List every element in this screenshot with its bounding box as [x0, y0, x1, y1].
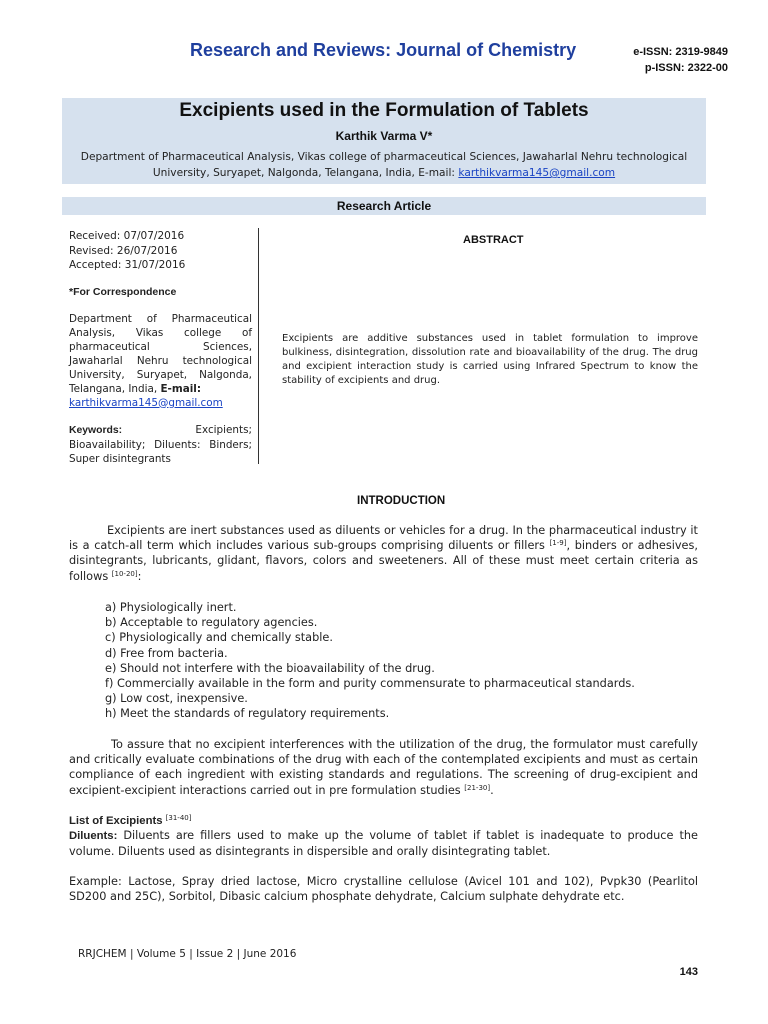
intro-p1-part-a: Excipients are inert substances used as diluents or vehicles for a drug. In the pharmaceutical industry it is a catch-all term which includes various sub-groups comprising diluents or fillers — [69, 524, 698, 553]
author-affiliation — [62, 149, 706, 181]
author-email-link[interactable]: karthikvarma145@gmail.com — [458, 167, 616, 179]
list-item: h) Meet the standards of regulatory requirements. — [105, 707, 390, 721]
reference-31-40[interactable]: [31-40] — [165, 814, 192, 822]
list-item: b) Acceptable to regulatory agencies. — [105, 616, 318, 630]
e-issn: e-ISSN: 2319-9849 — [633, 46, 728, 58]
intro-paragraph-1 — [69, 523, 698, 584]
abstract-text: Excipients are additive substances used in tablet formulation to improve bulkiness, disintegration, dissolution rate and bioavailability of the drug. The drug and excipient interaction study is carried using Infrared Spectrum to know the stability of excipients and drug. — [282, 333, 698, 386]
correspondence-text: Department of Pharmaceutical Analysis, Vikas college of pharmaceutical Sciences, Jawaharlal Nehru technological University, Suryapet, Nalgonda, Telangana, India, — [69, 312, 252, 395]
list-heading-text: List of Excipients — [69, 815, 166, 827]
keywords-label: Keywords: — [69, 424, 123, 436]
journal-title: Research and Reviews: Journal of Chemistry — [190, 40, 577, 60]
list-item: c) Physiologically and chemically stable. — [105, 631, 333, 645]
list-item: d) Free from bacteria. — [105, 646, 228, 660]
list-item: f) Commercially available in the form and purity commensurate to pharmaceutical standards. — [105, 677, 635, 691]
keywords — [69, 423, 252, 466]
abstract-heading: ABSTRACT — [463, 234, 524, 246]
revised-date: Revised: 26/07/2016 — [69, 244, 178, 257]
keywords-text: Excipients; Bioavailability; Diluents: Binders; Super disintegrants — [69, 423, 252, 465]
diluents-paragraph — [69, 828, 698, 859]
column-divider — [258, 228, 259, 464]
criteria-list — [105, 600, 635, 722]
article-type-bar: Research Article — [62, 197, 706, 215]
intro-paragraph-2 — [69, 737, 698, 798]
issn-block — [633, 44, 728, 76]
intro-p1-part-c: : — [137, 569, 142, 583]
correspondence-heading: *For Correspondence — [69, 285, 177, 298]
footer-citation: RRJCHEM | Volume 5 | Issue 2 | June 2016 — [78, 948, 297, 960]
correspondence-address — [69, 312, 252, 410]
page-number: 143 — [679, 966, 698, 978]
reference-21-30[interactable]: [21-30] — [464, 783, 491, 792]
diluents-example: Example: Lactose, Spray dried lactose, Micro crystalline cellulose (Avicel 101 and 102), Pvpk30 (Pearlitol SD200 and 25C), Sorbitol, Dibasic calcium phosphate dehydrate, Calcium sulphate dehydrate etc. — [69, 875, 698, 904]
list-item: e) Should not interfere with the bioavailability of the drug. — [105, 661, 435, 675]
list-of-excipients-heading — [69, 813, 698, 829]
affiliation-text: Department of Pharmaceutical Analysis, Vikas college of pharmaceutical Sciences, Jawaharlal Nehru technological University, Suryapet, Nalgonda, Telangana, India, E-mail: — [80, 151, 688, 179]
reference-1-9[interactable]: [1-9] — [549, 539, 567, 548]
reference-10-20[interactable]: [10-20] — [111, 569, 138, 578]
intro-p2-part-b: . — [490, 783, 494, 797]
intro-p2-part-a: To assure that no excipient interferences with the utilization of the drug, the formulator must carefully and critically evaluate combinations of the drug with each of the contemplated excipients and must as certain compliance of each ingredient with existing standards and regulations. The screening of drug-excipient and excipient-excipient interactions carried out in pre formulation studies — [69, 738, 698, 797]
list-item: g) Low cost, inexpensive. — [105, 692, 248, 706]
article-title: Excipients used in the Formulation of Tablets — [179, 100, 589, 121]
correspondence-email-label: E-mail: — [160, 382, 201, 395]
list-item: a) Physiologically inert. — [105, 601, 237, 614]
correspondence-email-link[interactable]: karthikvarma145@gmail.com — [69, 396, 223, 409]
introduction-heading: INTRODUCTION — [357, 495, 446, 507]
intro-p1-part-b: , binders or adhesives, disintegrants, lubricants, glidant, flavors, colors and sweeteners. All of these must meet certain criteria as follows — [69, 539, 698, 583]
diluents-text: Diluents are fillers used to make up the volume of tablet if tablet is inadequate to produce the volume. Diluents used as disintegrants in dispersible and orally disintegrating tablet. — [69, 829, 698, 859]
article-dates — [69, 229, 252, 273]
p-issn: p-ISSN: 2322-00 — [644, 62, 728, 74]
received-date: Received: 07/07/2016 — [69, 230, 185, 242]
diluents-label: Diluents: — [69, 830, 118, 842]
article-info-column — [69, 229, 252, 466]
author-name: Karthik Varma V* — [335, 129, 433, 143]
accepted-date: Accepted: 31/07/2016 — [69, 259, 186, 271]
title-block — [62, 98, 706, 184]
